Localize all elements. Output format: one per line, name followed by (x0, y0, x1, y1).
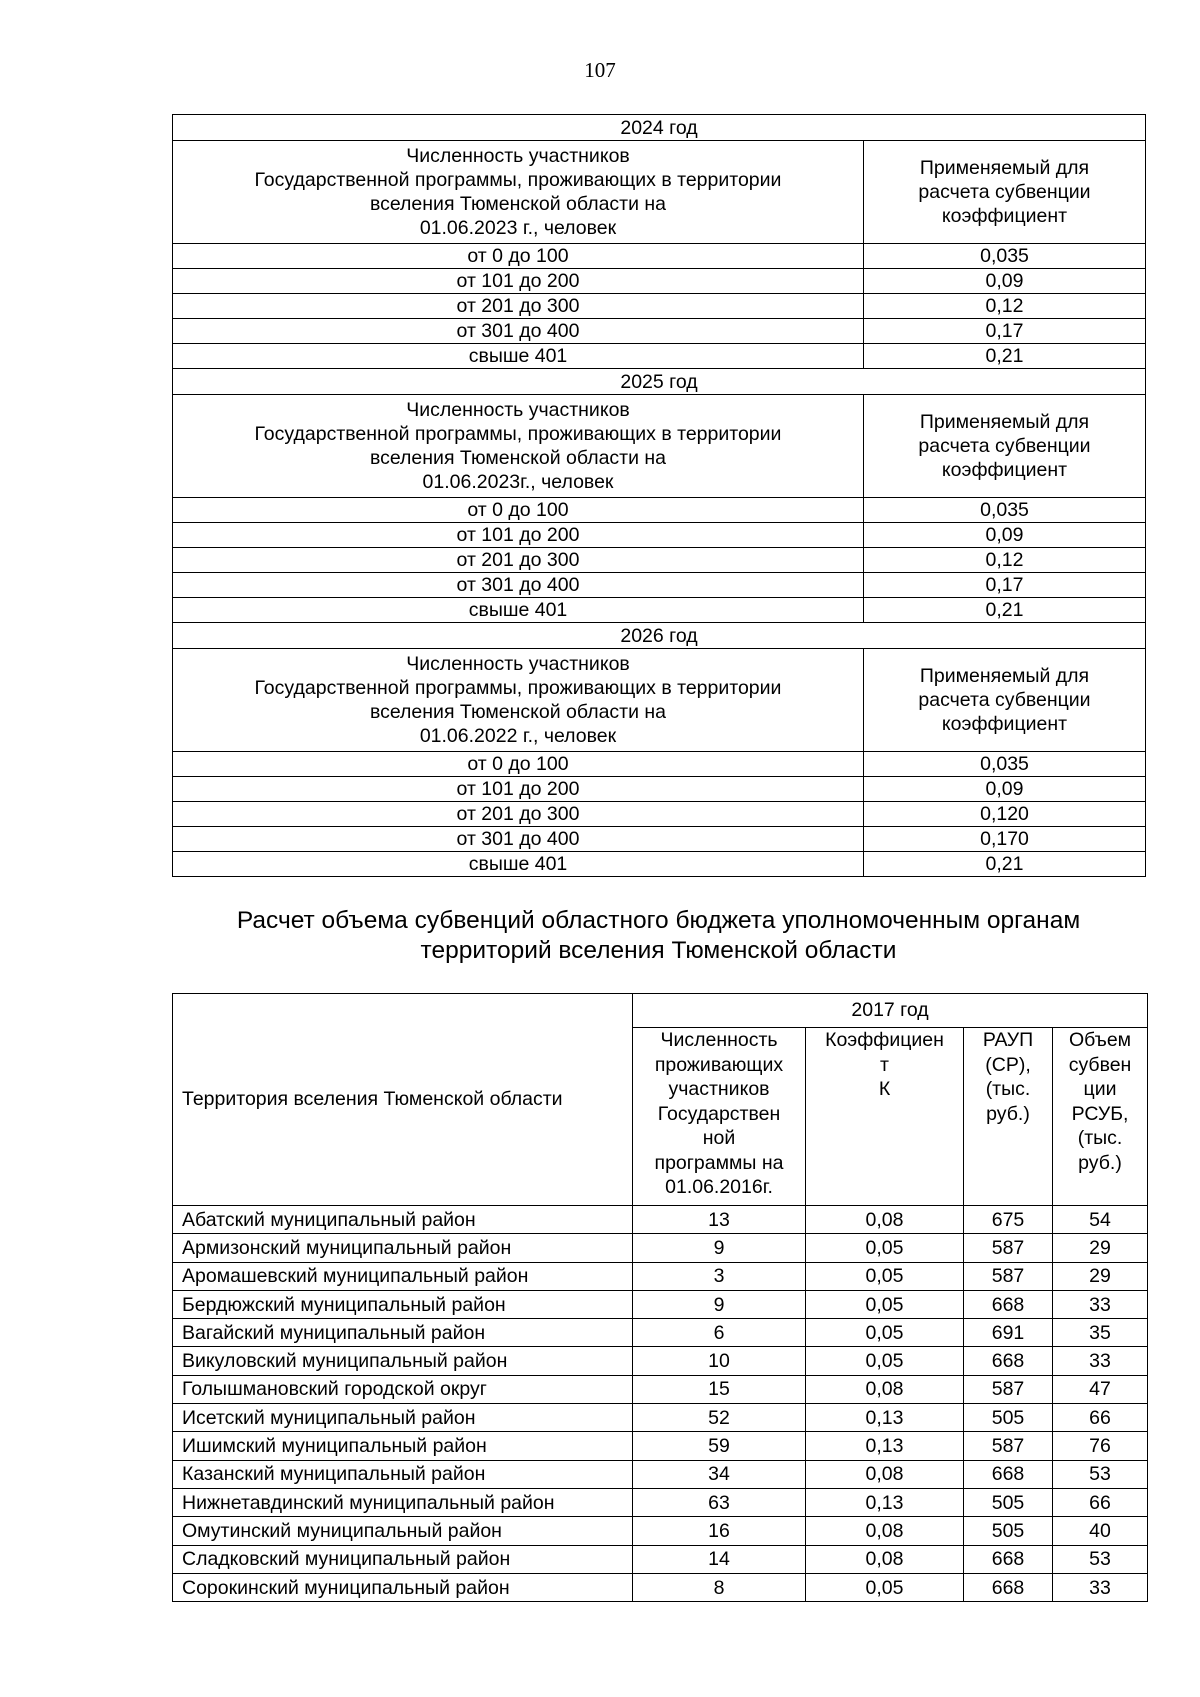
table-row (173, 752, 1146, 777)
header-line: программы на (654, 1151, 784, 1174)
range-cell: от 101 до 200 (173, 777, 864, 802)
coef-cell: 0,035 (864, 498, 1146, 523)
volume-cell: 29 (1053, 1234, 1148, 1262)
header-line: РАУП (982, 1029, 1034, 1051)
header-line: Государственной программы, проживающих в территории (254, 169, 782, 191)
header-line: вселения Тюменской области на (369, 701, 667, 723)
subvention-table (172, 993, 1148, 1602)
count-cell: 63 (633, 1488, 806, 1516)
raup-cell: 587 (964, 1375, 1053, 1403)
territory-header: Территория вселения Тюменской области (173, 994, 633, 1206)
coef-cell: 0,120 (864, 802, 1146, 827)
volume-cell: 35 (1053, 1319, 1148, 1347)
header-line: Численность участников (406, 145, 630, 167)
raup-cell: 587 (964, 1234, 1053, 1262)
header-line: 01.06.2023 г., человек (419, 217, 617, 239)
section-title-line: Расчет объема субвенций областного бюджета уполномоченным органам (236, 907, 1081, 934)
header-line: Применяемый для (919, 665, 1090, 687)
coef-cell: 0,05 (806, 1234, 964, 1262)
range-cell: свыше 401 (173, 344, 864, 369)
coef-cell: 0,12 (864, 548, 1146, 573)
count-cell: 34 (633, 1460, 806, 1488)
table-row (173, 1375, 1148, 1403)
year-label: 2024 год (173, 115, 1146, 141)
count-cell: 10 (633, 1347, 806, 1375)
header-line: т (880, 1053, 889, 1076)
coef-cell: 0,05 (806, 1319, 964, 1347)
table-row (173, 294, 1146, 319)
range-cell: от 0 до 100 (173, 244, 864, 269)
header-row (173, 649, 1146, 752)
coef-cell: 0,08 (806, 1375, 964, 1403)
header-line: расчета субвенции (918, 689, 1091, 711)
header-line: 01.06.2022 г., человек (419, 725, 617, 747)
table-row (173, 548, 1146, 573)
header-coefficient (864, 395, 1146, 498)
count-cell: 16 (633, 1517, 806, 1545)
coef-cell: 0,05 (806, 1573, 964, 1601)
range-cell: от 0 до 100 (173, 498, 864, 523)
volume-cell: 76 (1053, 1432, 1148, 1460)
col-header-count (633, 1028, 806, 1206)
header-line: субвен (1068, 1053, 1132, 1076)
coef-cell: 0,170 (864, 827, 1146, 852)
coefficient-tables (172, 114, 1146, 877)
table-row (173, 573, 1146, 598)
table-row (173, 598, 1146, 623)
header-line: ции (1083, 1078, 1117, 1100)
range-cell: от 301 до 400 (173, 573, 864, 598)
raup-cell: 505 (964, 1488, 1053, 1516)
coef-cell: 0,05 (806, 1262, 964, 1290)
col-header-raup (964, 1028, 1053, 1206)
count-cell: 8 (633, 1573, 806, 1601)
coef-cell: 0,13 (806, 1432, 964, 1460)
header-line: коэффициент (941, 459, 1068, 481)
header-line: расчета субвенции (918, 181, 1091, 203)
territory-cell: Абатский муниципальный район (173, 1206, 633, 1234)
table-row (173, 523, 1146, 548)
range-cell: от 301 до 400 (173, 827, 864, 852)
header-line: РСУБ, (1071, 1102, 1129, 1125)
header-row (173, 141, 1146, 244)
coef-cell: 0,17 (864, 573, 1146, 598)
coef-cell: 0,21 (864, 852, 1146, 877)
header-line: Численность участников (406, 399, 630, 421)
territory-cell: Вагайский муниципальный район (173, 1319, 633, 1347)
table-row (173, 1545, 1148, 1573)
coef-cell: 0,08 (806, 1460, 964, 1488)
header-line: вселения Тюменской области на (369, 447, 667, 469)
header-participants (173, 395, 864, 498)
table-row (173, 1206, 1148, 1234)
header-line: Применяемый для (919, 157, 1090, 179)
coef-cell: 0,08 (806, 1545, 964, 1573)
table-row (173, 1517, 1148, 1545)
raup-cell: 668 (964, 1545, 1053, 1573)
year-row (173, 115, 1146, 141)
range-cell: свыше 401 (173, 598, 864, 623)
territory-cell: Нижнетавдинский муниципальный район (173, 1488, 633, 1516)
coef-cell: 0,09 (864, 269, 1146, 294)
range-cell: от 301 до 400 (173, 319, 864, 344)
territory-cell: Сорокинский муниципальный район (173, 1573, 633, 1601)
header-line: участников (668, 1078, 770, 1100)
header-line: ной (702, 1127, 736, 1149)
territory-cell: Исетский муниципальный район (173, 1404, 633, 1432)
col-header-coef (806, 1028, 964, 1206)
coef-cell: 0,12 (864, 294, 1146, 319)
territory-cell: Ишимский муниципальный район (173, 1432, 633, 1460)
raup-cell: 505 (964, 1404, 1053, 1432)
territory-cell: Голышмановский городской округ (173, 1375, 633, 1403)
table-row (173, 1404, 1148, 1432)
header-line: Численность участников (406, 653, 630, 675)
table-row (173, 852, 1146, 877)
header-line: расчета субвенции (918, 435, 1091, 457)
header-line: Государственной программы, проживающих в территории (254, 423, 782, 445)
territory-cell: Аромашевский муниципальный район (173, 1262, 633, 1290)
table-row (173, 777, 1146, 802)
range-cell: от 0 до 100 (173, 752, 864, 777)
territory-cell: Омутинский муниципальный район (173, 1517, 633, 1545)
volume-cell: 33 (1053, 1290, 1148, 1318)
territory-cell: Армизонский муниципальный район (173, 1234, 633, 1262)
table-row (173, 1432, 1148, 1460)
table-row (173, 1319, 1148, 1347)
volume-cell: 53 (1053, 1460, 1148, 1488)
header-line: руб.) (1078, 1151, 1122, 1174)
table-row (173, 1488, 1148, 1516)
volume-cell: 66 (1053, 1404, 1148, 1432)
header-line: Государственной программы, проживающих в территории (254, 677, 782, 699)
header-coefficient (864, 649, 1146, 752)
table-row (173, 319, 1146, 344)
table-row (173, 1290, 1148, 1318)
year-label: 2026 год (173, 623, 1146, 649)
section-title (172, 906, 1145, 966)
territory-cell: Бердюжский муниципальный район (173, 1290, 633, 1318)
territory-cell: Казанский муниципальный район (173, 1460, 633, 1488)
coef-cell: 0,05 (806, 1347, 964, 1375)
range-cell: от 101 до 200 (173, 269, 864, 294)
range-cell: свыше 401 (173, 852, 864, 877)
raup-cell: 691 (964, 1319, 1053, 1347)
table-row (173, 1460, 1148, 1488)
volume-cell: 33 (1053, 1573, 1148, 1601)
header-line: Применяемый для (919, 411, 1090, 433)
table-row (173, 344, 1146, 369)
raup-cell: 587 (964, 1262, 1053, 1290)
header-line: (тыс. (985, 1078, 1031, 1100)
raup-cell: 668 (964, 1573, 1053, 1601)
col-header-volume (1053, 1028, 1148, 1206)
header-coefficient (864, 141, 1146, 244)
raup-cell: 675 (964, 1206, 1053, 1234)
count-cell: 9 (633, 1234, 806, 1262)
raup-cell: 668 (964, 1347, 1053, 1375)
range-cell: от 201 до 300 (173, 802, 864, 827)
volume-cell: 47 (1053, 1375, 1148, 1403)
table-row (173, 269, 1146, 294)
range-cell: от 101 до 200 (173, 523, 864, 548)
coef-cell: 0,17 (864, 319, 1146, 344)
header-line: 01.06.2016г. (665, 1176, 773, 1198)
coef-cell: 0,08 (806, 1206, 964, 1234)
count-cell: 15 (633, 1375, 806, 1403)
header-row-year (173, 994, 1148, 1028)
count-cell: 3 (633, 1262, 806, 1290)
volume-cell: 40 (1053, 1517, 1148, 1545)
raup-cell: 668 (964, 1290, 1053, 1318)
header-participants (173, 649, 864, 752)
coef-cell: 0,21 (864, 598, 1146, 623)
volume-cell: 29 (1053, 1262, 1148, 1290)
count-cell: 6 (633, 1319, 806, 1347)
table-row (173, 1347, 1148, 1375)
header-line: (тыс. (1077, 1127, 1123, 1149)
header-line: (СР), (985, 1053, 1031, 1076)
header-line: Численность (660, 1029, 778, 1051)
year-row (173, 623, 1146, 649)
year-label: 2025 год (173, 369, 1146, 395)
coef-cell: 0,035 (864, 244, 1146, 269)
table-row (173, 244, 1146, 269)
coef-cell: 0,09 (864, 523, 1146, 548)
header-line: 01.06.2023г., человек (422, 471, 614, 493)
volume-cell: 66 (1053, 1488, 1148, 1516)
territory-cell: Викуловский муниципальный район (173, 1347, 633, 1375)
count-cell: 9 (633, 1290, 806, 1318)
header-line: Коэффициен (825, 1029, 944, 1051)
count-cell: 13 (633, 1206, 806, 1234)
coef-cell: 0,09 (864, 777, 1146, 802)
section-title-line: территорий вселения Тюменской области (420, 937, 897, 964)
table-row (173, 1234, 1148, 1262)
volume-cell: 53 (1053, 1545, 1148, 1573)
table-row (173, 1262, 1148, 1290)
count-cell: 59 (633, 1432, 806, 1460)
year-header: 2017 год (633, 994, 1148, 1028)
page-number: 107 (584, 58, 616, 82)
coef-cell: 0,08 (806, 1517, 964, 1545)
header-line: коэффициент (941, 713, 1068, 735)
header-line: руб.) (986, 1102, 1030, 1125)
volume-cell: 33 (1053, 1347, 1148, 1375)
raup-cell: 587 (964, 1432, 1053, 1460)
header-line: проживающих (654, 1053, 784, 1076)
coef-cell: 0,035 (864, 752, 1146, 777)
coef-cell: 0,21 (864, 344, 1146, 369)
year-row (173, 369, 1146, 395)
volume-cell: 54 (1053, 1206, 1148, 1234)
header-line: коэффициент (941, 205, 1068, 227)
raup-cell: 505 (964, 1517, 1053, 1545)
range-cell: от 201 до 300 (173, 548, 864, 573)
table-row (173, 802, 1146, 827)
raup-cell: 668 (964, 1460, 1053, 1488)
range-cell: от 201 до 300 (173, 294, 864, 319)
territory-cell: Сладковский муниципальный район (173, 1545, 633, 1573)
coef-cell: 0,13 (806, 1488, 964, 1516)
table-row (173, 498, 1146, 523)
header-line: Объем (1068, 1029, 1132, 1051)
count-cell: 14 (633, 1545, 806, 1573)
coef-cell: 0,13 (806, 1404, 964, 1432)
header-line: Государствен (657, 1102, 781, 1125)
table-row (173, 827, 1146, 852)
header-line: К (878, 1078, 891, 1100)
header-row (173, 395, 1146, 498)
table-row (173, 1573, 1148, 1601)
count-cell: 52 (633, 1404, 806, 1432)
coef-cell: 0,05 (806, 1290, 964, 1318)
header-participants (173, 141, 864, 244)
header-line: вселения Тюменской области на (369, 193, 667, 215)
